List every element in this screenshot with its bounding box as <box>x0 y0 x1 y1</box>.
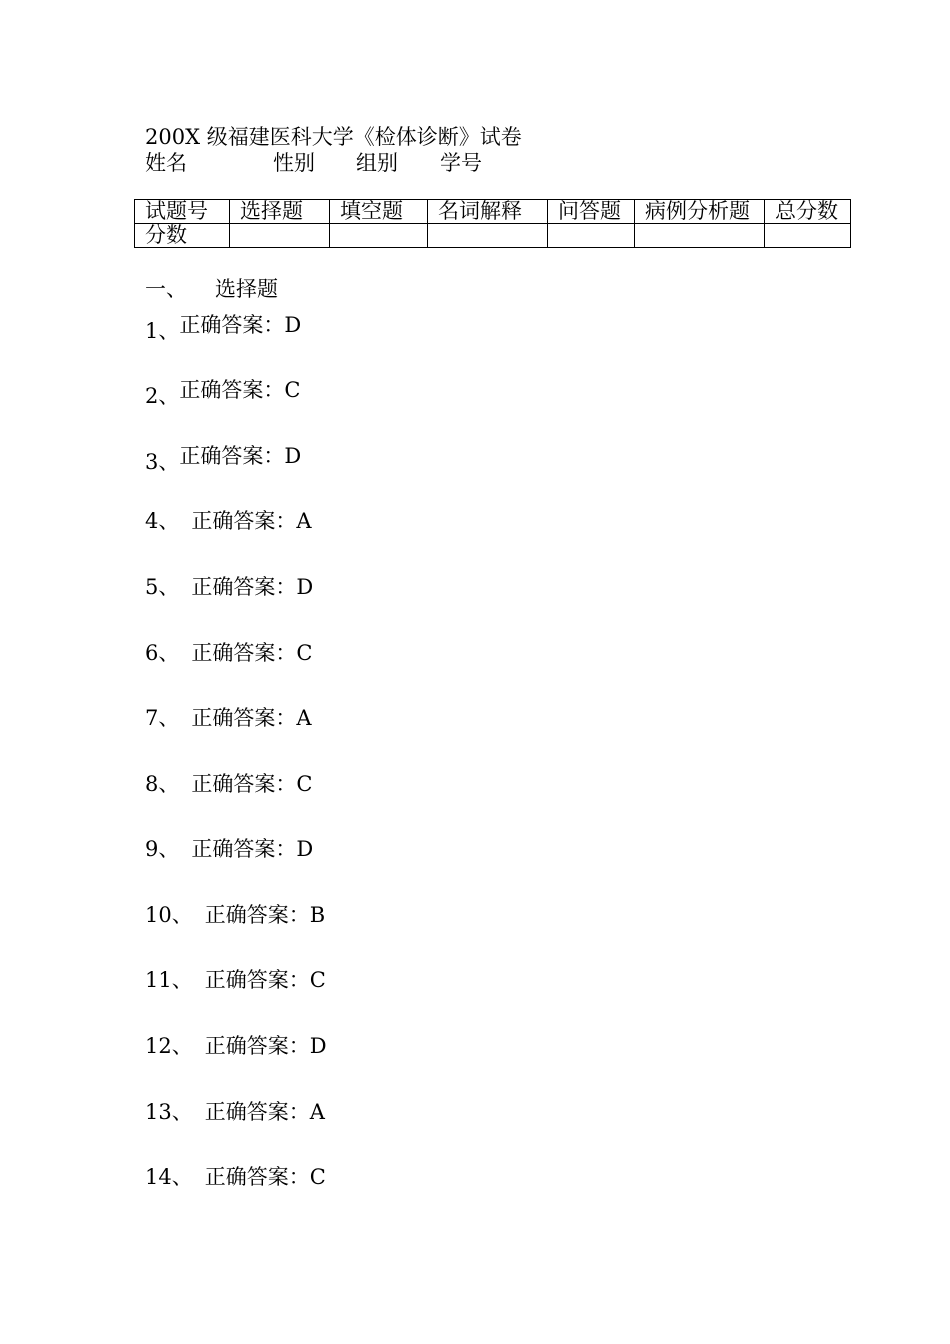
answer-number: 4、 <box>145 509 180 533</box>
answer-item <box>145 312 302 343</box>
gender-label: 性别 <box>273 151 315 175</box>
answer-item <box>145 1033 327 1059</box>
answer-number: 13、 <box>145 1100 193 1124</box>
answer-text: 正确答案：C <box>191 772 313 796</box>
answer-number: 2、 <box>145 384 180 408</box>
answer-item <box>145 967 326 993</box>
answer-number: 8、 <box>145 772 180 796</box>
section-label: 选择题 <box>215 277 278 301</box>
answer-number: 6、 <box>145 641 180 665</box>
header-cell-term-definition: 名词解释 <box>428 200 548 224</box>
header-cell-fill-blank: 填空题 <box>330 200 428 224</box>
answer-number: 5、 <box>145 575 180 599</box>
group-label: 组别 <box>356 151 398 175</box>
score-cell <box>548 224 635 248</box>
answer-item <box>145 377 301 408</box>
answer-text: 正确答案：D <box>191 837 314 861</box>
answer-text: 正确答案：D <box>179 444 302 468</box>
section-heading <box>145 276 278 302</box>
score-row-label: 分数 <box>135 224 230 248</box>
score-cell <box>330 224 428 248</box>
answer-item <box>145 1164 326 1190</box>
answer-number: 3、 <box>145 450 180 474</box>
answer-item <box>145 508 312 534</box>
answer-text: 正确答案：C <box>179 378 301 402</box>
exam-title: 200X 级福建医科大学《检体诊断》试卷 <box>145 125 522 149</box>
score-cell <box>765 224 851 248</box>
answer-item <box>145 574 313 600</box>
answer-number: 14、 <box>145 1165 193 1189</box>
name-label: 姓名 <box>145 151 187 175</box>
score-cell <box>635 224 765 248</box>
answer-number: 7、 <box>145 706 180 730</box>
answer-number: 9、 <box>145 837 180 861</box>
answer-text: 正确答案：D <box>179 313 302 337</box>
answer-number: 11、 <box>145 968 193 992</box>
answer-number: 12、 <box>145 1034 193 1058</box>
answer-item <box>145 705 312 731</box>
answer-text: 正确答案：A <box>191 706 312 730</box>
answer-text: 正确答案：D <box>191 575 314 599</box>
answer-number: 1、 <box>145 319 180 343</box>
answer-text: 正确答案：C <box>191 641 313 665</box>
answer-number: 10、 <box>145 903 193 927</box>
answer-item <box>145 836 313 862</box>
score-table <box>134 199 851 248</box>
answer-text: 正确答案：C <box>204 968 326 992</box>
header-cell-total: 总分数 <box>765 200 851 224</box>
answer-text: 正确答案：A <box>191 509 312 533</box>
score-table-score-row <box>135 224 851 248</box>
score-cell <box>428 224 548 248</box>
answer-text: 正确答案：A <box>204 1100 325 1124</box>
answer-item <box>145 640 312 666</box>
student-id-label: 学号 <box>440 151 482 175</box>
answer-text: 正确答案：C <box>204 1165 326 1189</box>
answer-item <box>145 771 312 797</box>
student-info-row <box>145 150 645 176</box>
answer-text: 正确答案：B <box>204 903 326 927</box>
section-number: 一、 <box>145 277 187 301</box>
header-cell-short-answer: 问答题 <box>548 200 635 224</box>
answer-item <box>145 443 302 474</box>
header-cell-case-analysis: 病例分析题 <box>635 200 765 224</box>
answer-item <box>145 902 325 928</box>
score-cell <box>230 224 330 248</box>
score-table-header-row <box>135 200 851 224</box>
header-cell-choice: 选择题 <box>230 200 330 224</box>
answer-item <box>145 1099 325 1125</box>
answer-text: 正确答案：D <box>204 1034 327 1058</box>
header-cell-question-no: 试题号 <box>135 200 230 224</box>
